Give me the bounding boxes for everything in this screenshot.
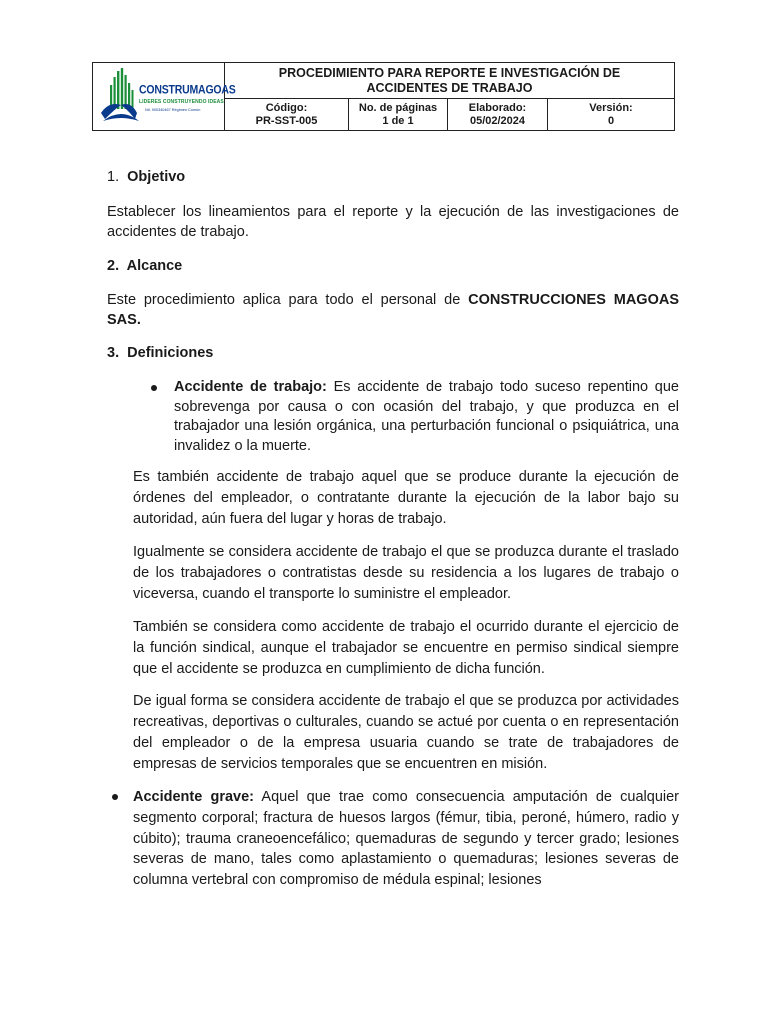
version-label: Versión: (589, 101, 633, 114)
paragraph-3: También se considera como accidente de trabajo el ocurrido durante el ejercicio de la función sindical, aunque el trabajador se encuentre en permiso sindical siempre que el accidente se produzca en cumplimiento de dicha función. (133, 619, 679, 677)
section-1-text: Establecer los lineamientos para el reporte y la ejecución de las investigaciones de accidentes de trabajo. (107, 204, 679, 240)
version-value: 0 (607, 114, 615, 127)
elaborado-value: 05/02/2024 (469, 114, 526, 127)
codigo-cell (225, 99, 349, 130)
logo-nit: Nit. 900340467 Régimen Común (145, 108, 201, 112)
codigo-label: Código: (265, 101, 308, 114)
section-1-heading (107, 168, 185, 188)
company-logo (93, 63, 236, 130)
paragraph-2: Igualmente se considera accidente de trabajo el que se produzca durante el traslado de los trabajadores o contratistas desde su residencia a los lugares de trabajo o viceversa, cuando el transporte lo suministre el empleador. (133, 544, 679, 602)
definition-text: Es accidente de trabajo todo suceso repentino que sobrevenga por causa o con ocasión del trabajo, y que produzca en el trabajador una lesión orgánica, una perturbación funcional o psiquiátrica, una invalidez o la muerte. (174, 379, 679, 454)
section-3-heading (107, 344, 213, 364)
bullet-icon (151, 385, 157, 391)
document-header-table (92, 62, 675, 131)
elaborado-label: Elaborado: (468, 101, 527, 114)
definition-term: Accidente de trabajo: (174, 379, 327, 395)
elaborado-cell (448, 99, 548, 130)
paginas-label: No. de páginas (358, 101, 438, 114)
definition-accidente-grave (133, 787, 679, 891)
definition-term: Accidente grave: (133, 789, 255, 805)
logo-company-name: CONSTRUMAGOAS (139, 83, 236, 97)
building-logo-icon (93, 63, 225, 132)
section-2-text (107, 291, 679, 330)
definition-text: Aquel que trae como consecuencia amputación de cualquier segmento corporal; fractura de huesos largos (fémur, tibia, peroné, húmero, radio y cúbito); trauma craneoencefálico; quemaduras de segundo y tercer grado; lesiones severas de mano, tales como aplastamiento o quemaduras; lesiones severas de columna vertebral con compromiso de médula espinal; lesiones (133, 789, 680, 889)
section-1-title: Objetivo (127, 169, 186, 185)
section-2-heading (107, 257, 182, 277)
section-3-number: 3. (107, 345, 120, 361)
paragraph-4: De igual forma se considera accidente de trabajo el que se produzca por actividades recreativas, deportivas o culturales, cuando se actué por cuenta o en representación del empleador o de la empresa usuaria cuando se trate de trabajadores de empresas de servicios temporales que se encuentren en misión. (133, 693, 679, 772)
document-title-cell (225, 63, 674, 99)
section-2-sentence: Este procedimiento aplica para todo el personal de (107, 292, 461, 308)
document-meta-row (225, 99, 674, 130)
paginas-cell (349, 99, 448, 130)
paginas-value: 1 de 1 (382, 114, 414, 127)
codigo-value: PR-SST-005 (255, 114, 318, 127)
bullet-icon (112, 794, 118, 800)
definition-accidente-trabajo (174, 378, 679, 456)
company-name: CONSTRUCCIONES MAGOAS SAS. (107, 292, 679, 328)
version-cell (548, 99, 674, 130)
section-2-number: 2. (107, 258, 120, 274)
section-3-title: Definiciones (127, 345, 214, 361)
section-1-number: 1. (107, 169, 120, 185)
paragraph-1: Es también accidente de trabajo aquel que se produce durante la ejecución de órdenes del empleador, o contratante durante la ejecución de la labor bajo su autoridad, aún fuera del lugar y horas de trabajo. (133, 469, 679, 527)
logo-slogan: LIDERES CONSTRUYENDO IDEAS (139, 99, 224, 105)
document-title: PROCEDIMIENTO PARA REPORTE E INVESTIGACIÓN DE ACCIDENTES DE TRABAJO (278, 65, 621, 95)
section-2-title: Alcance (126, 258, 183, 274)
